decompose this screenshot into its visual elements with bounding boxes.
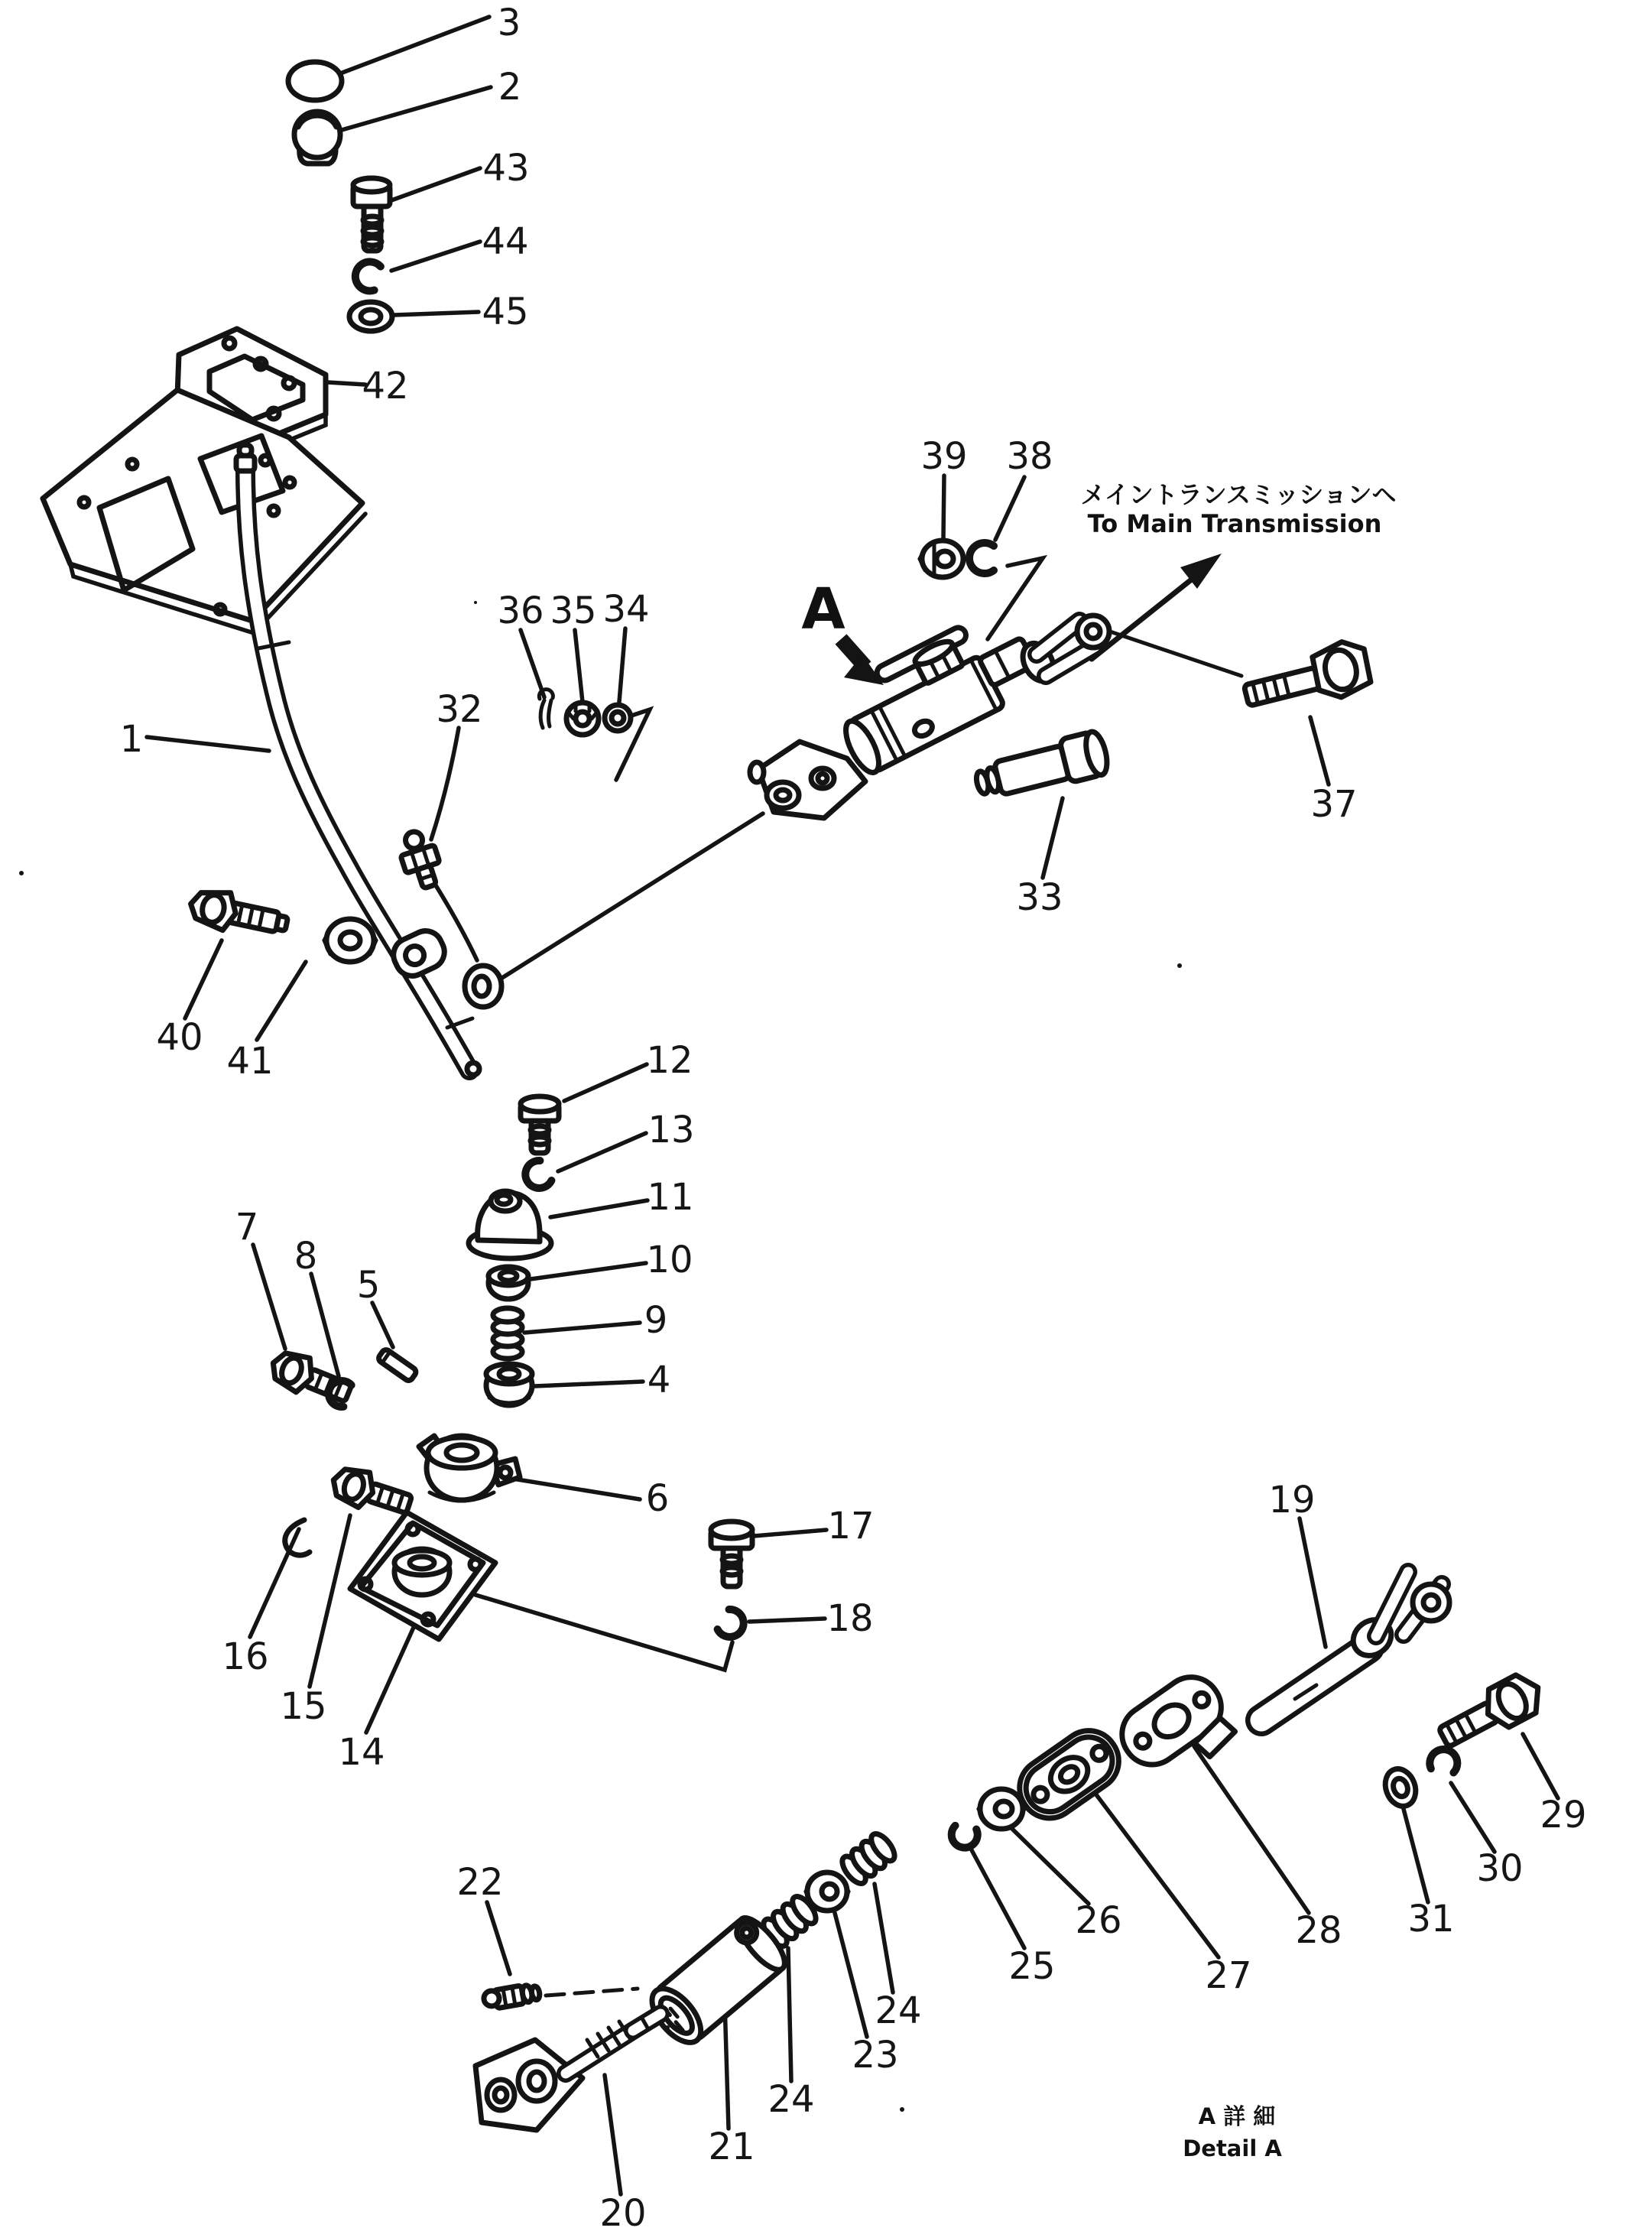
washer-34: [605, 705, 631, 731]
callout-34: 34: [602, 588, 650, 631]
castle-nut-35: [566, 703, 599, 735]
nut-26: [979, 1789, 1024, 1829]
callout-17: 17: [827, 1505, 875, 1547]
nut-41: [324, 919, 376, 962]
bushing-10: [488, 1267, 528, 1299]
rod-clevis-end: [750, 742, 865, 818]
callout-23: 23: [852, 2034, 899, 2077]
spring-9: [493, 1308, 522, 1359]
snap-ring-13: [521, 1158, 553, 1193]
callout-27: 27: [1205, 1954, 1252, 1997]
pin-5: [377, 1348, 417, 1382]
callout-6: 6: [645, 1477, 670, 1520]
yoke-20: [475, 2014, 660, 2130]
callout-38: 38: [1006, 435, 1053, 478]
to-main-transmission-en: To Main Transmission: [1087, 509, 1382, 538]
flange-28: [1111, 1666, 1245, 1794]
callout-36: 36: [497, 589, 544, 632]
callout-3: 3: [497, 2, 521, 44]
snap-ring-18: [716, 1607, 748, 1642]
callout-21: 21: [708, 2125, 755, 2168]
callout-5: 5: [356, 1264, 381, 1307]
callout-33: 33: [1016, 876, 1063, 919]
callout-32: 32: [436, 688, 483, 731]
nut-39: [920, 541, 963, 577]
snap-ring-30: [1429, 1747, 1459, 1773]
callout-26: 26: [1075, 1899, 1122, 1942]
callout-11: 11: [647, 1176, 694, 1219]
callout-40: 40: [156, 1016, 203, 1059]
housing-6: [419, 1436, 520, 1501]
shaft-19: [1261, 1572, 1449, 1720]
callout-16: 16: [222, 1635, 269, 1678]
callout-12: 12: [646, 1039, 693, 1082]
fitting-22: [482, 1983, 540, 2010]
callout-43: 43: [482, 147, 530, 190]
callout-42: 42: [362, 365, 409, 408]
callout-25: 25: [1008, 1945, 1056, 1988]
callout-22: 22: [456, 1861, 504, 1904]
washer-45: [349, 302, 392, 331]
detail-caption-jp: A 詳 細: [1198, 2103, 1276, 2129]
plate-14: [350, 1512, 495, 1639]
boot-11: [469, 1191, 551, 1258]
callout-19: 19: [1268, 1479, 1316, 1521]
callout-9: 9: [644, 1299, 668, 1342]
callout-2: 2: [498, 66, 522, 109]
callout-labels: [120, 2, 1587, 2231]
callout-30: 30: [1476, 1847, 1524, 1890]
callout-39: 39: [920, 435, 968, 478]
callout-31: 31: [1407, 1898, 1455, 1940]
callout-20: 20: [599, 2192, 647, 2231]
bolt-43: [353, 178, 390, 251]
snap-ring-38: [969, 543, 994, 573]
bolt-12: [521, 1096, 559, 1153]
sleeve-21: [643, 1911, 792, 2051]
callout-24-left: 24: [768, 2078, 815, 2121]
bolt-15: [328, 1463, 415, 1522]
callout-4: 4: [647, 1359, 671, 1401]
print-specks: [19, 601, 1182, 2112]
callout-13: 13: [647, 1109, 695, 1151]
callout-45: 45: [482, 291, 529, 333]
snap-ring-25: [949, 1825, 979, 1849]
rod-barrel: [823, 603, 1046, 777]
callout-35: 35: [550, 589, 597, 632]
pin-33: [972, 729, 1111, 804]
callout-41: 41: [226, 1040, 274, 1083]
lever-eye-lug: [465, 966, 501, 1007]
ring-3: [288, 62, 342, 100]
callout-1: 1: [119, 718, 144, 761]
ball-seat-4: [486, 1364, 532, 1405]
detail-a-marker: A: [801, 576, 845, 642]
lock-washer-44: [352, 258, 381, 292]
callout-37: 37: [1310, 783, 1358, 826]
detail-caption-en: Detail A: [1183, 2135, 1282, 2161]
grease-fitting-32: [394, 826, 446, 892]
knob-2: [294, 112, 340, 164]
to-main-transmission-jp: メイントランスミッションヘ: [1080, 480, 1397, 509]
callout-44: 44: [482, 220, 529, 263]
callout-29: 29: [1540, 1794, 1587, 1836]
bolt-40: [187, 885, 290, 943]
bolt-29: [1433, 1668, 1548, 1756]
rod-yoke-end: [1017, 615, 1109, 686]
callout-7: 7: [235, 1206, 259, 1249]
washer-31: [1381, 1765, 1421, 1810]
to-transmission-arrow: [1092, 554, 1222, 659]
bolt-37: [1239, 637, 1374, 719]
callout-15: 15: [280, 1685, 327, 1728]
bolt-17: [711, 1521, 752, 1586]
callout-24-right: 24: [875, 1989, 922, 2032]
callout-18: 18: [826, 1597, 874, 1640]
callout-28: 28: [1295, 1909, 1342, 1952]
cotter-pin-36: [539, 690, 553, 728]
callout-8: 8: [294, 1235, 318, 1278]
callout-14: 14: [338, 1731, 385, 1774]
spring-24-right: [838, 1830, 898, 1888]
callout-10: 10: [646, 1239, 693, 1281]
